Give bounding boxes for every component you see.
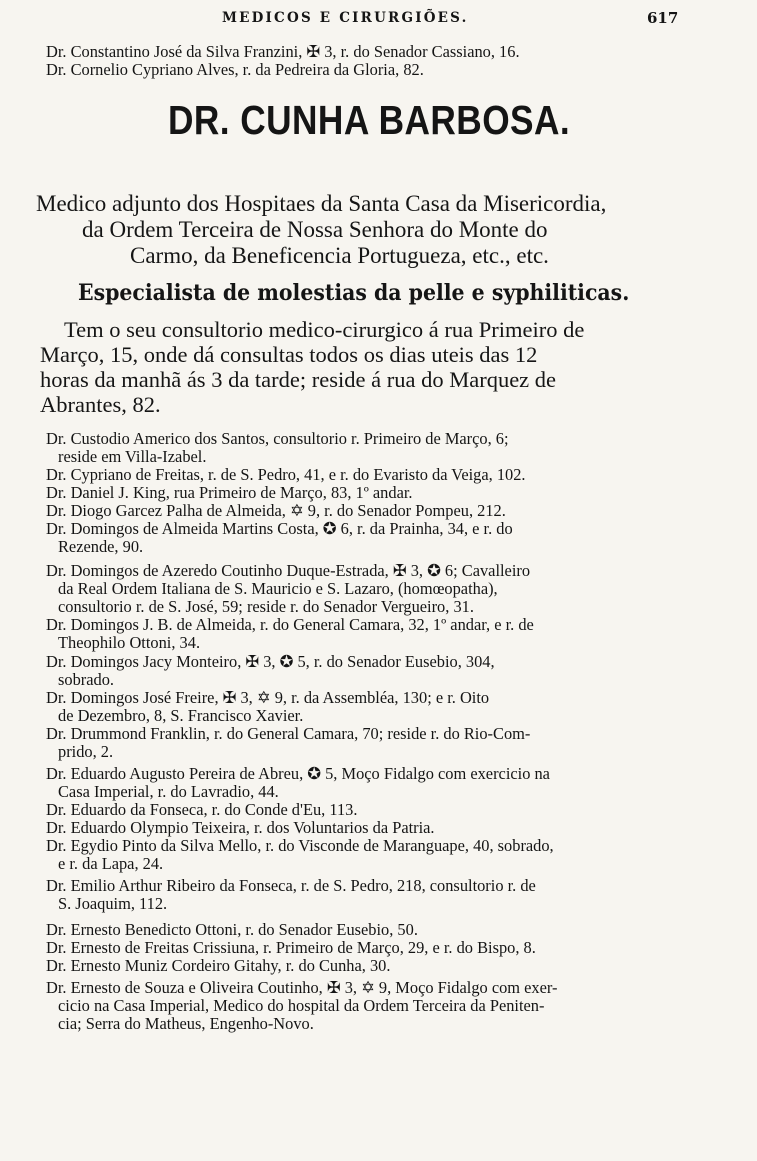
entry-line: Dr. Eduardo da Fonseca, r. do Conde d'Eu, 113. bbox=[46, 801, 358, 819]
entry-continuation: reside em Villa-Izabel. bbox=[58, 448, 207, 466]
entry-line: Dr. Domingos de Azeredo Coutinho Duque-Estrada, ✠ 3, ✪ 6; Cavalleiro bbox=[46, 562, 531, 580]
entry-line: Dr. Custodio Americo dos Santos, consultorio r. Primeiro de Março, 6; bbox=[46, 430, 509, 448]
consult-line: horas da manhã ás 3 da tarde; reside á rua do Marquez de bbox=[40, 367, 557, 392]
entry-line: Dr. Ernesto de Freitas Crissiuna, r. Primeiro de Março, 29, e r. do Bispo, 8. bbox=[46, 939, 536, 957]
running-title: MEDICOS E CIRURGIÕES. bbox=[222, 10, 469, 26]
entry-continuation: de Dezembro, 8, S. Francisco Xavier. bbox=[58, 707, 304, 725]
entry-continuation: e r. da Lapa, 24. bbox=[58, 855, 164, 873]
entry-line: Dr. Domingos Jacy Monteiro, ✠ 3, ✪ 5, r. do Senador Eusebio, 304, bbox=[46, 653, 495, 671]
featured-description-line: da Ordem Terceira de Nossa Senhora do Monte do bbox=[82, 217, 548, 242]
consult-line: Tem o seu consultorio medico-cirurgico á rua Primeiro de bbox=[64, 317, 585, 342]
directory-entry: Dr. Constantino José da Silva Franzini, ✠ 3, r. do Senador Cassiano, 16. bbox=[46, 43, 520, 61]
entry-line: Dr. Domingos J. B. de Almeida, r. do General Camara, 32, 1º andar, e r. de bbox=[46, 616, 534, 634]
consult-line: Março, 15, onde dá consultas todos os dias uteis das 12 bbox=[40, 342, 538, 367]
entry-continuation: cicio na Casa Imperial, Medico do hospital da Ordem Terceira da Peniten- bbox=[58, 997, 545, 1015]
entry-continuation: consultorio r. de S. José, 59; reside r. do Senador Vergueiro, 31. bbox=[58, 598, 474, 616]
entry-line: Dr. Domingos de Almeida Martins Costa, ✪ 6, r. da Prainha, 34, e r. do bbox=[46, 520, 513, 538]
entry-continuation: Casa Imperial, r. do Lavradio, 44. bbox=[58, 783, 279, 801]
entry-line: Dr. Ernesto de Souza e Oliveira Coutinho, ✠ 3, ✡ 9, Moço Fidalgo com exer- bbox=[46, 979, 558, 997]
entry-line: Dr. Egydio Pinto da Silva Mello, r. do Visconde de Maranguape, 40, sobrado, bbox=[46, 837, 554, 855]
entry-continuation: S. Joaquim, 112. bbox=[58, 895, 168, 913]
entry-line: Dr. Cypriano de Freitas, r. de S. Pedro, 41, e r. do Evaristo da Veiga, 102. bbox=[46, 466, 526, 484]
featured-specialty: Especialista de molestias da pelle e syphiliticas. bbox=[78, 280, 630, 306]
consult-line: Abrantes, 82. bbox=[40, 392, 161, 417]
entry-line: Dr. Drummond Franklin, r. do General Camara, 70; reside r. do Rio-Com- bbox=[46, 725, 531, 743]
entry-line: Dr. Ernesto Muniz Cordeiro Gitahy, r. do Cunha, 30. bbox=[46, 957, 391, 975]
entry-line: Dr. Eduardo Augusto Pereira de Abreu, ✪ 5, Moço Fidalgo com exercicio na bbox=[46, 765, 550, 783]
entry-line: Dr. Emilio Arthur Ribeiro da Fonseca, r. de S. Pedro, 218, consultorio r. de bbox=[46, 877, 536, 895]
directory-entry: Dr. Cornelio Cypriano Alves, r. da Pedreira da Gloria, 82. bbox=[46, 61, 424, 79]
page-number: 617 bbox=[647, 9, 679, 27]
entry-line: Dr. Daniel J. King, rua Primeiro de Março, 83, 1º andar. bbox=[46, 484, 413, 502]
entry-continuation: prido, 2. bbox=[58, 743, 114, 761]
featured-description-line: Carmo, da Beneficencia Portugueza, etc., etc. bbox=[130, 243, 549, 268]
entry-line: Dr. Diogo Garcez Palha de Almeida, ✡ 9, r. do Senador Pompeu, 212. bbox=[46, 502, 506, 520]
entry-continuation: da Real Ordem Italiana de S. Mauricio e S. Lazaro, (homœopatha), bbox=[58, 580, 498, 598]
featured-description-line: Medico adjunto dos Hospitaes da Santa Casa da Misericordia, bbox=[36, 191, 607, 216]
running-head bbox=[0, 10, 757, 34]
entry-continuation: sobrado. bbox=[58, 671, 114, 689]
entry-line: Dr. Eduardo Olympio Teixeira, r. dos Voluntarios da Patria. bbox=[46, 819, 435, 837]
entry-continuation: Rezende, 90. bbox=[58, 538, 144, 556]
entry-continuation: cia; Serra do Matheus, Engenho-Novo. bbox=[58, 1015, 314, 1033]
entry-line: Dr. Ernesto Benedicto Ottoni, r. do Senador Eusebio, 50. bbox=[46, 921, 418, 939]
entry-continuation: Theophilo Ottoni, 34. bbox=[58, 634, 201, 652]
featured-doctor-name: DR. CUNHA BARBOSA. bbox=[168, 97, 571, 143]
entry-line: Dr. Domingos José Freire, ✠ 3, ✡ 9, r. da Assembléa, 130; e r. Oito bbox=[46, 689, 490, 707]
